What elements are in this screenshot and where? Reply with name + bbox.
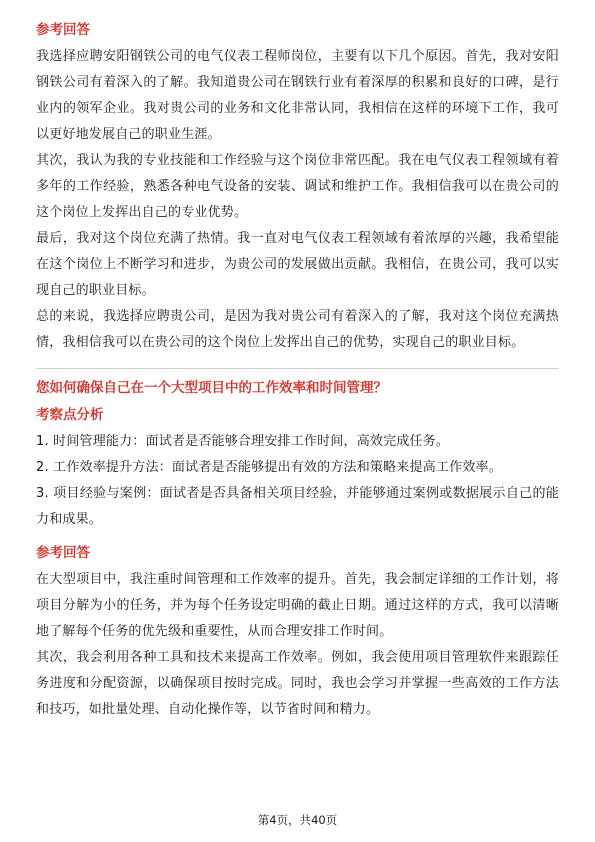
section-divider bbox=[36, 368, 559, 369]
analysis-item: 1. 时间管理能力：面试者是否能够合理安排工作时间，高效完成任务。 bbox=[36, 434, 450, 449]
question-title: 您如何确保自己在一个大型项目中的工作效率和时间管理？ bbox=[36, 380, 387, 396]
answer-paragraph: 其次，我认为我的专业技能和工作经验与这个岗位非常匹配。我在电气仪表工程领域有着多年的工作经验，熟悉各种电气设备的安装、调试和维护工作。我相信我可以在贵公司的这个岗位上发挥出自己的专业优势。 bbox=[36, 153, 559, 220]
analysis-item: 3. 项目经验与案例：面试者是否具备相关项目经验，并能够通过案例或数据展示自己的能力和成果。 bbox=[36, 486, 559, 527]
page-footer: 第4页，共40页 bbox=[257, 813, 338, 827]
answer-paragraph: 其次，我会利用各种工具和技术来提高工作效率。例如，我会使用项目管理软件来跟踪任务进度和分配资源，以确保项目按时完成。同时，我也会学习并掌握一些高效的工作方法和技巧，如批量处理、自动化操作等，以节省时间和精力。 bbox=[36, 650, 559, 717]
answer-paragraph: 最后，我对这个岗位充满了热情。我一直对电气仪表工程领域有着浓厚的兴趣，我希望能在这个岗位上不断学习和进步，为贵公司的发展做出贡献。我相信，在贵公司，我可以实现自己的职业目标。 bbox=[36, 231, 559, 298]
answer-heading-1: 参考回答 bbox=[36, 22, 90, 38]
answer-paragraph: 我选择应聘安阳钢铁公司的电气仪表工程师岗位，主要有以下几个原因。首先，我对安阳钢铁公司有着深入的了解。我知道贵公司在钢铁行业有着深厚的积累和良好的口碑，是行业内的领军企业。我对贵公司的业务和文化非常认同，我相信在这样的环境下工作，我可以更好地发展自己的职业生涯。 bbox=[36, 49, 559, 142]
answer-paragraph: 在大型项目中，我注重时间管理和工作效率的提升。首先，我会制定详细的工作计划，将项目分解为小的任务，并为每个任务设定明确的截止日期。通过这样的方式，我可以清晰地了解每个任务的优先级和重要性，从而合理安排工作时间。 bbox=[36, 572, 559, 639]
document-page bbox=[36, 20, 559, 723]
analysis-list bbox=[36, 429, 559, 533]
analysis-heading: 考察点分析 bbox=[36, 407, 104, 423]
spacer bbox=[36, 533, 559, 543]
analysis-item: 2. 工作效率提升方法：面试者是否能够提出有效的方法和策略来提高工作效率。 bbox=[36, 460, 502, 475]
answer-paragraph: 总的来说，我选择应聘贵公司，是因为我对贵公司有着深入的了解，我对这个岗位充满热情，我相信我可以在贵公司的这个岗位上发挥出自己的优势，实现自己的职业目标。 bbox=[36, 309, 559, 350]
answer-heading-2: 参考回答 bbox=[36, 545, 90, 561]
